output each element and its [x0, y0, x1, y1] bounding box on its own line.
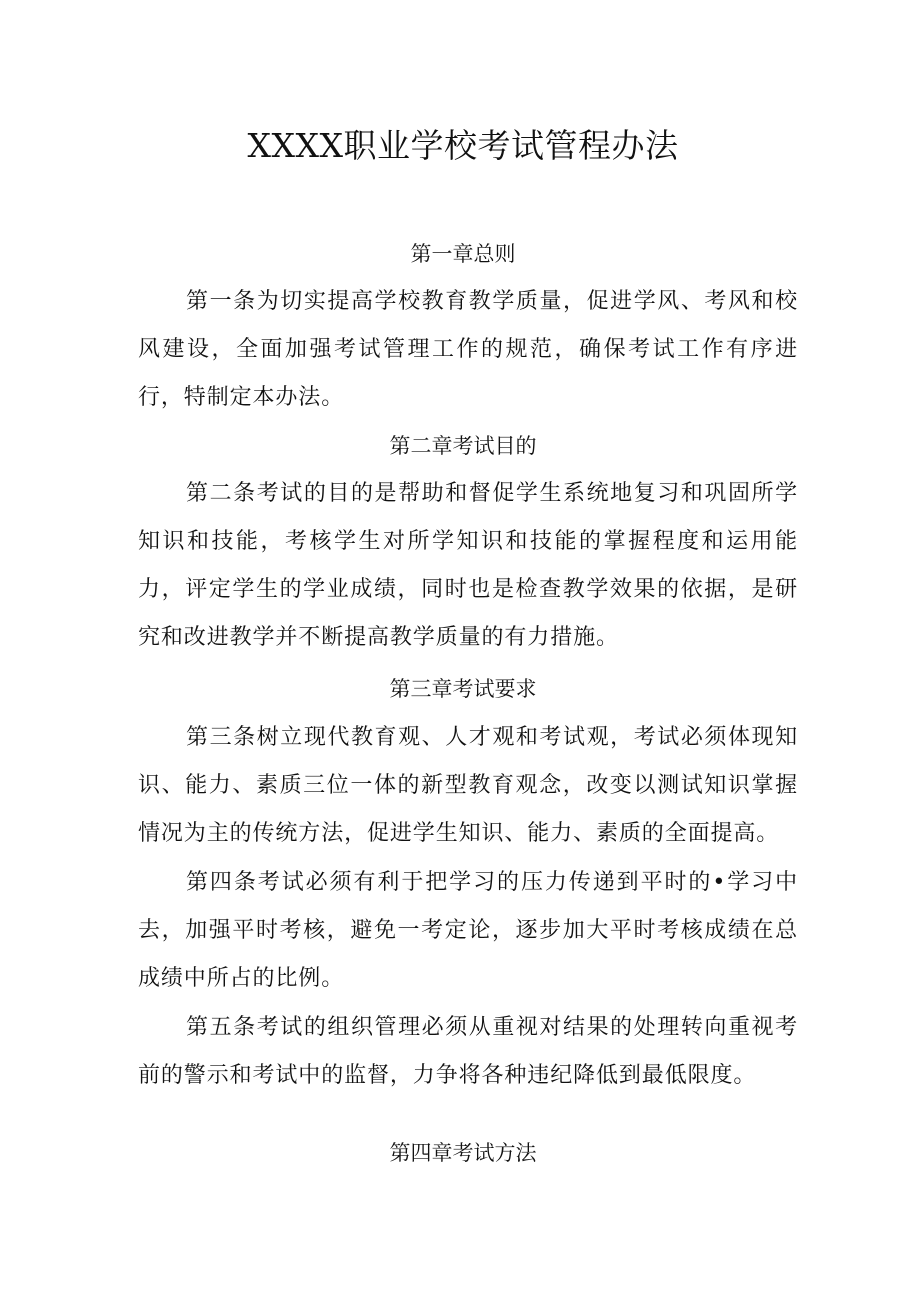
- article-3-paragraph: 第三条树立现代教育观、人才观和考试观，考试必须体现知识、能力、素质三位一体的新型教育观念，改变以测试知识掌握情况为主的传统方法，促进学生知识、能力、素质的全面提高。: [138, 725, 798, 846]
- chapter-heading-4: 第四章考试方法: [389, 1141, 537, 1165]
- article-2-paragraph: 第二条考试的目的是帮助和督促学生系统地复习和巩固所学知识和技能，考核学生对所学知识和技能的掌握程度和运用能力，评定学生的学业成绩，同时也是检查教学效果的依据，是研究和改进教学并不断提高教学质量的有力措施。: [138, 481, 798, 650]
- chapter-heading-2: 第二章考试目的: [389, 434, 537, 458]
- article-4-paragraph: 第四条考试必须有利于把学习的压力传递到平时的•学习中去，加强平时考核，避免一考定论，逐步加大平时考核成绩在总成绩中所占的比例。: [138, 870, 798, 991]
- article-1-paragraph: 第一条为切实提高学校教育教学质量，促进学风、考风和校风建设，全面加强考试管理工作的规范，确保考试工作有序进行，特制定本办法。: [138, 289, 798, 410]
- chapter-heading-1: 第一章总则: [410, 242, 516, 266]
- document-title: XXXX职业学校考试管程办法: [247, 126, 679, 165]
- article-5-paragraph: 第五条考试的组织管理必须从重视对结果的处理转向重视考前的警示和考试中的监督，力争将各种违纪降低到最低限度。: [138, 1015, 798, 1088]
- chapter-heading-3: 第三章考试要求: [389, 677, 537, 701]
